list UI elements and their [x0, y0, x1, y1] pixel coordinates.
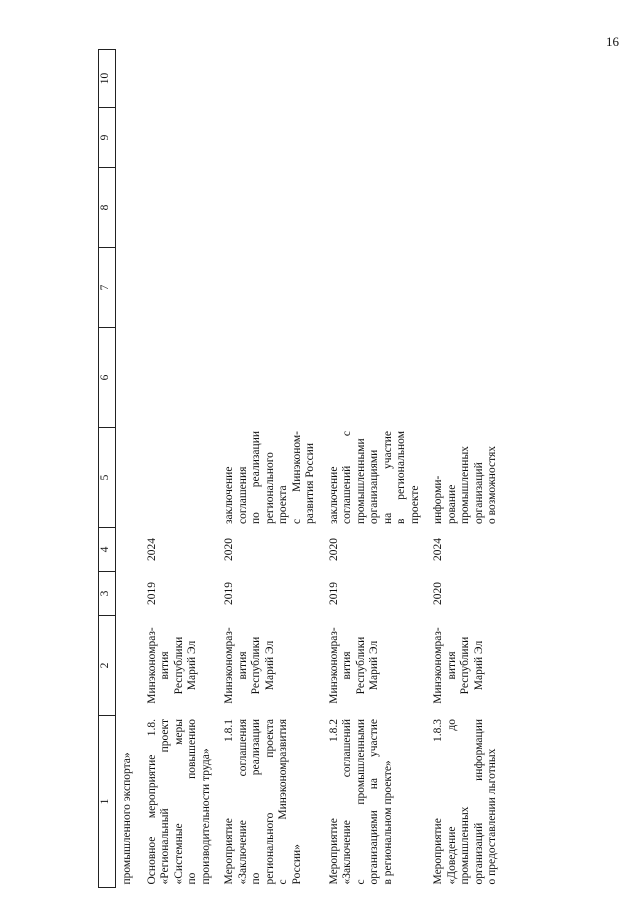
empty-cell [320, 168, 425, 248]
continuation-row [116, 50, 138, 888]
executor-cell-line: Минэкономраз- [327, 627, 340, 704]
empty-cell [424, 168, 502, 248]
executor-cell-line: Республики [172, 636, 185, 695]
empty-cell [138, 328, 216, 428]
empty-cell [320, 50, 425, 108]
empty-cell [138, 50, 216, 108]
executor-cell-line: Республики [354, 636, 367, 695]
expected-result-cell-line: промышленными [354, 438, 367, 524]
activity-name-cell-line: Мероприятие 1.8.1 [223, 719, 235, 885]
empty-cell [424, 248, 502, 328]
executor-cell-line: Марий Эл [186, 640, 198, 691]
activity-name-cell-line: производительности труда» [199, 748, 212, 885]
column-header: 10 [99, 50, 116, 108]
expected-result-cell-line: соглашений с [341, 431, 353, 524]
expected-result-cell-line: организациями [368, 449, 380, 524]
executor-cell-line: вития [341, 651, 353, 680]
executor-cell-line: Минэкономраз- [432, 627, 444, 704]
column-header: 5 [99, 428, 116, 528]
executor-cell-line: вития [236, 651, 249, 680]
executor-cell-line: Республики [250, 636, 262, 695]
executor-cell-line: Минэкономраз- [223, 627, 235, 704]
expected-result-cell-line: проекте [408, 485, 421, 524]
end-year-cell: 2024 [432, 538, 444, 561]
empty-cell [424, 108, 502, 168]
executor-cell-line: Минэкономраз- [145, 627, 158, 704]
executor-cell-line: Марий Эл [263, 640, 276, 691]
column-number-row [99, 50, 116, 888]
activity-name-cell [138, 716, 216, 888]
activity-name-cell-line: с промышленными [354, 719, 367, 885]
activity-name-cell-line: регионального проекта [263, 719, 276, 885]
end-year-cell: 2024 [145, 538, 158, 561]
rotated-table-sheet [98, 58, 598, 888]
expected-result-cell-line: проекта [277, 485, 289, 524]
activity-name-cell [320, 716, 425, 888]
expected-result-cell-line: по реализации [250, 431, 262, 524]
end-year-cell: 2020 [327, 538, 340, 561]
expected-result-cell [138, 428, 216, 528]
column-header: 1 [99, 716, 116, 888]
start-year-cell: 2019 [327, 582, 340, 605]
activity-name-cell [424, 716, 502, 888]
column-header: 3 [99, 572, 116, 616]
activity-name-cell-line: Основное мероприятие 1.8. [145, 719, 158, 885]
empty-cell [320, 248, 425, 328]
activity-name-cell-line: о предоставлении льготных [486, 748, 498, 885]
expected-result-cell-line: соглашения [236, 466, 249, 524]
executor-cell-line: вития [445, 651, 458, 680]
column-header: 9 [99, 108, 116, 168]
expected-result-cell-line: рование [445, 484, 458, 524]
empty-cell [215, 328, 320, 428]
page-number: 16 [606, 34, 619, 49]
empty-cell [424, 50, 502, 108]
empty-cell [215, 168, 320, 248]
column-header: 2 [99, 616, 116, 716]
empty-cell [320, 328, 425, 428]
empty-cell [215, 108, 320, 168]
expected-result-cell-line: на участие [381, 431, 394, 524]
activity-name-cell-line: в региональном проекте» [381, 760, 394, 885]
start-year-cell: 2019 [223, 582, 235, 605]
column-header: 4 [99, 528, 116, 572]
empty-cell [215, 248, 320, 328]
expected-result-cell-line: с Минэконом- [290, 431, 303, 524]
start-year-cell: 2019 [145, 582, 158, 605]
executor-cell [320, 616, 425, 716]
activity-name-cell-line: организаций информации [472, 719, 485, 885]
executor-cell [215, 616, 320, 716]
activity-name-cell-line: с Минэкономразвития [277, 719, 289, 885]
executor-cell [424, 616, 502, 716]
activity-name-cell-line: по реализации [250, 719, 262, 885]
continuation-text: промышленного экспорта» [121, 752, 133, 885]
table-row [424, 50, 502, 888]
column-header: 8 [99, 168, 116, 248]
empty-cell [138, 168, 216, 248]
activity-name-cell-line: «Заключение соглашений [341, 719, 353, 885]
end-year-cell: 2020 [223, 538, 235, 561]
executor-cell-line: вития [159, 651, 171, 680]
activity-name-cell-line: «Заключение соглашения [236, 719, 249, 885]
expected-result-cell-line: заключение [223, 466, 235, 524]
activity-name-cell-line: «Системные меры [172, 719, 185, 885]
expected-result-cell-line: в региональном [395, 431, 407, 524]
empty-cell [138, 108, 216, 168]
table-row [138, 50, 216, 888]
column-header: 6 [99, 328, 116, 428]
activity-name-cell [215, 716, 320, 888]
expected-result-cell-line: промышленных [459, 446, 471, 524]
executor-cell [138, 616, 216, 716]
table-row [215, 50, 320, 888]
activities-table [98, 49, 502, 888]
expected-result-cell-line: регионального [263, 452, 276, 524]
expected-result-cell-line: информи- [432, 475, 444, 524]
executor-cell-line: Марий Эл [472, 640, 485, 691]
empty-cell [138, 248, 216, 328]
expected-result-cell [215, 428, 320, 528]
activity-name-cell-line: «Доведение до [445, 719, 458, 885]
expected-result-cell-line: заключение [327, 466, 340, 524]
activity-name-cell-line: по повышению [186, 719, 198, 885]
empty-cell [215, 50, 320, 108]
expected-result-cell-line: о возможностях [486, 445, 498, 524]
executor-cell-line: Республики [459, 636, 471, 695]
start-year-cell: 2020 [432, 582, 444, 605]
table-row [320, 50, 425, 888]
empty-cell [424, 328, 502, 428]
column-header: 7 [99, 248, 116, 328]
expected-result-cell [320, 428, 425, 528]
activity-name-cell-line: организациями на участие [368, 719, 380, 885]
empty-cell [320, 108, 425, 168]
activity-name-cell-line: «Региональный проект [159, 719, 171, 885]
expected-result-cell [424, 428, 502, 528]
executor-cell-line: Марий Эл [368, 640, 380, 691]
activity-name-cell-line: России» [290, 844, 303, 885]
expected-result-cell-line: развития России [304, 443, 316, 524]
activity-name-cell-line: промышленных [459, 806, 471, 885]
activity-name-cell-line: Мероприятие 1.8.2 [327, 719, 340, 885]
expected-result-cell-line: организаций [472, 462, 485, 524]
activity-name-cell-line: Мероприятие 1.8.3 [432, 719, 444, 885]
